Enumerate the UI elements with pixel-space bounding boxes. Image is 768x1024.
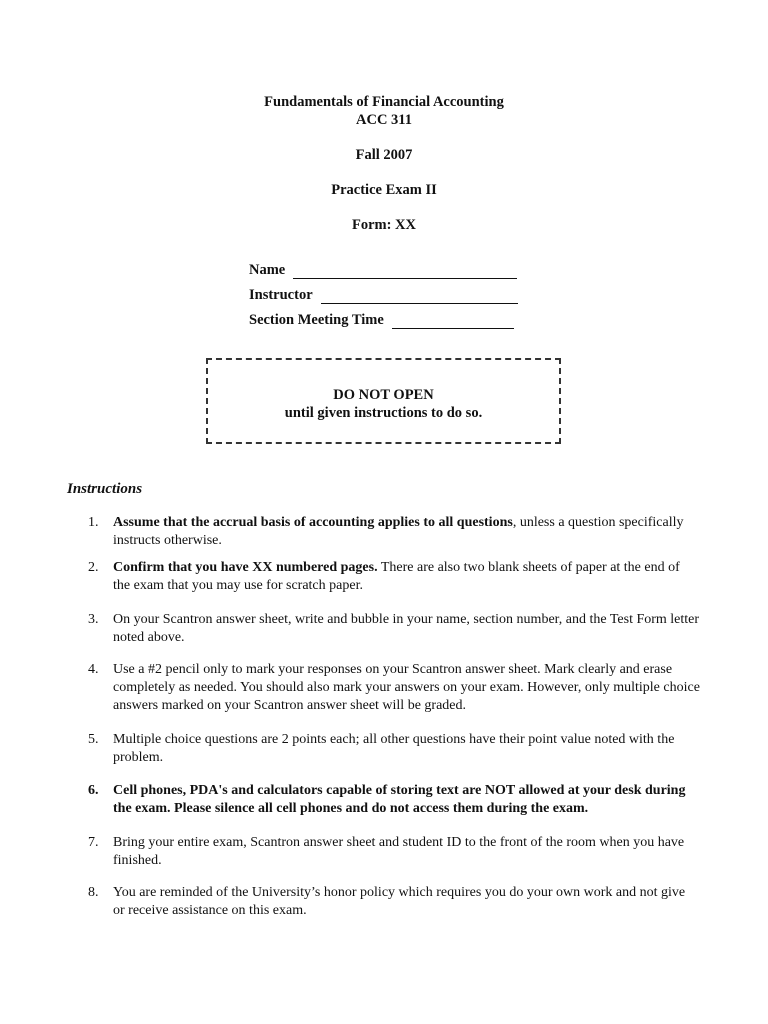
section-label: Section Meeting Time <box>249 312 384 328</box>
item-number: 2. <box>88 560 99 575</box>
item-text: Cell phones, PDA's and calculators capable of storing text are NOT allowed at your desk during the exam. Please silence all cell phones and do not access them during the exam. <box>113 783 686 816</box>
item-number: 8. <box>88 885 99 900</box>
exam-header <box>0 93 768 234</box>
section-row <box>249 304 518 329</box>
item-number: 6. <box>88 783 99 798</box>
notice-title: DO NOT OPEN <box>333 387 434 403</box>
instruction-item <box>88 559 700 595</box>
instruction-item <box>88 834 700 870</box>
instruction-item <box>88 731 700 767</box>
item-text: Bring your entire exam, Scantron answer sheet and student ID to the front of the room when you have finished. <box>113 835 685 868</box>
item-number: 1. <box>88 515 99 530</box>
item-text: Use a #2 pencil only to mark your responses on your Scantron answer sheet. Mark clearly and erase completely as needed. You should also mark your answers on your exam. However, only multiple choice answers marked on your Scantron answer sheet will be graded. <box>113 662 700 713</box>
instructor-field[interactable] <box>321 289 518 304</box>
instruction-item <box>88 611 700 647</box>
student-info-fields <box>249 254 518 329</box>
item-text: Confirm that you have XX numbered pages. There are also two blank sheets of paper at the end of the exam that you may use for scratch paper. <box>113 560 680 593</box>
term: Fall 2007 <box>355 147 413 163</box>
instruction-item <box>88 514 700 550</box>
item-text: On your Scantron answer sheet, write and bubble in your name, section number, and the Test Form letter noted above. <box>113 612 700 645</box>
do-not-open-notice <box>206 358 561 444</box>
instruction-item <box>88 661 700 715</box>
name-row <box>249 254 518 279</box>
name-field[interactable] <box>293 264 517 279</box>
notice-subtitle: until given instructions to do so. <box>284 405 483 421</box>
exam-name: Practice Exam II <box>331 182 437 198</box>
instruction-item <box>88 782 700 818</box>
instruction-item <box>88 884 700 920</box>
item-number: 3. <box>88 612 99 627</box>
instructor-label: Instructor <box>249 287 313 303</box>
instructor-row <box>249 279 518 304</box>
item-number: 7. <box>88 835 99 850</box>
item-text: You are reminded of the University’s honor policy which requires you do your own work and not give or receive assistance on this exam. <box>113 885 686 918</box>
name-label: Name <box>249 262 286 278</box>
course-code: ACC 311 <box>356 112 412 128</box>
item-number: 4. <box>88 662 99 677</box>
section-field[interactable] <box>392 314 514 329</box>
item-text: Assume that the accrual basis of accounting applies to all questions, unless a question specifically instructs otherwise. <box>113 515 684 548</box>
exam-form: Form: XX <box>351 217 417 233</box>
instructions-heading: Instructions <box>67 481 143 497</box>
item-text: Multiple choice questions are 2 points each; all other questions have their point value noted with the problem. <box>113 732 675 765</box>
item-number: 5. <box>88 732 99 747</box>
course-title: Fundamentals of Financial Accounting <box>264 94 504 110</box>
